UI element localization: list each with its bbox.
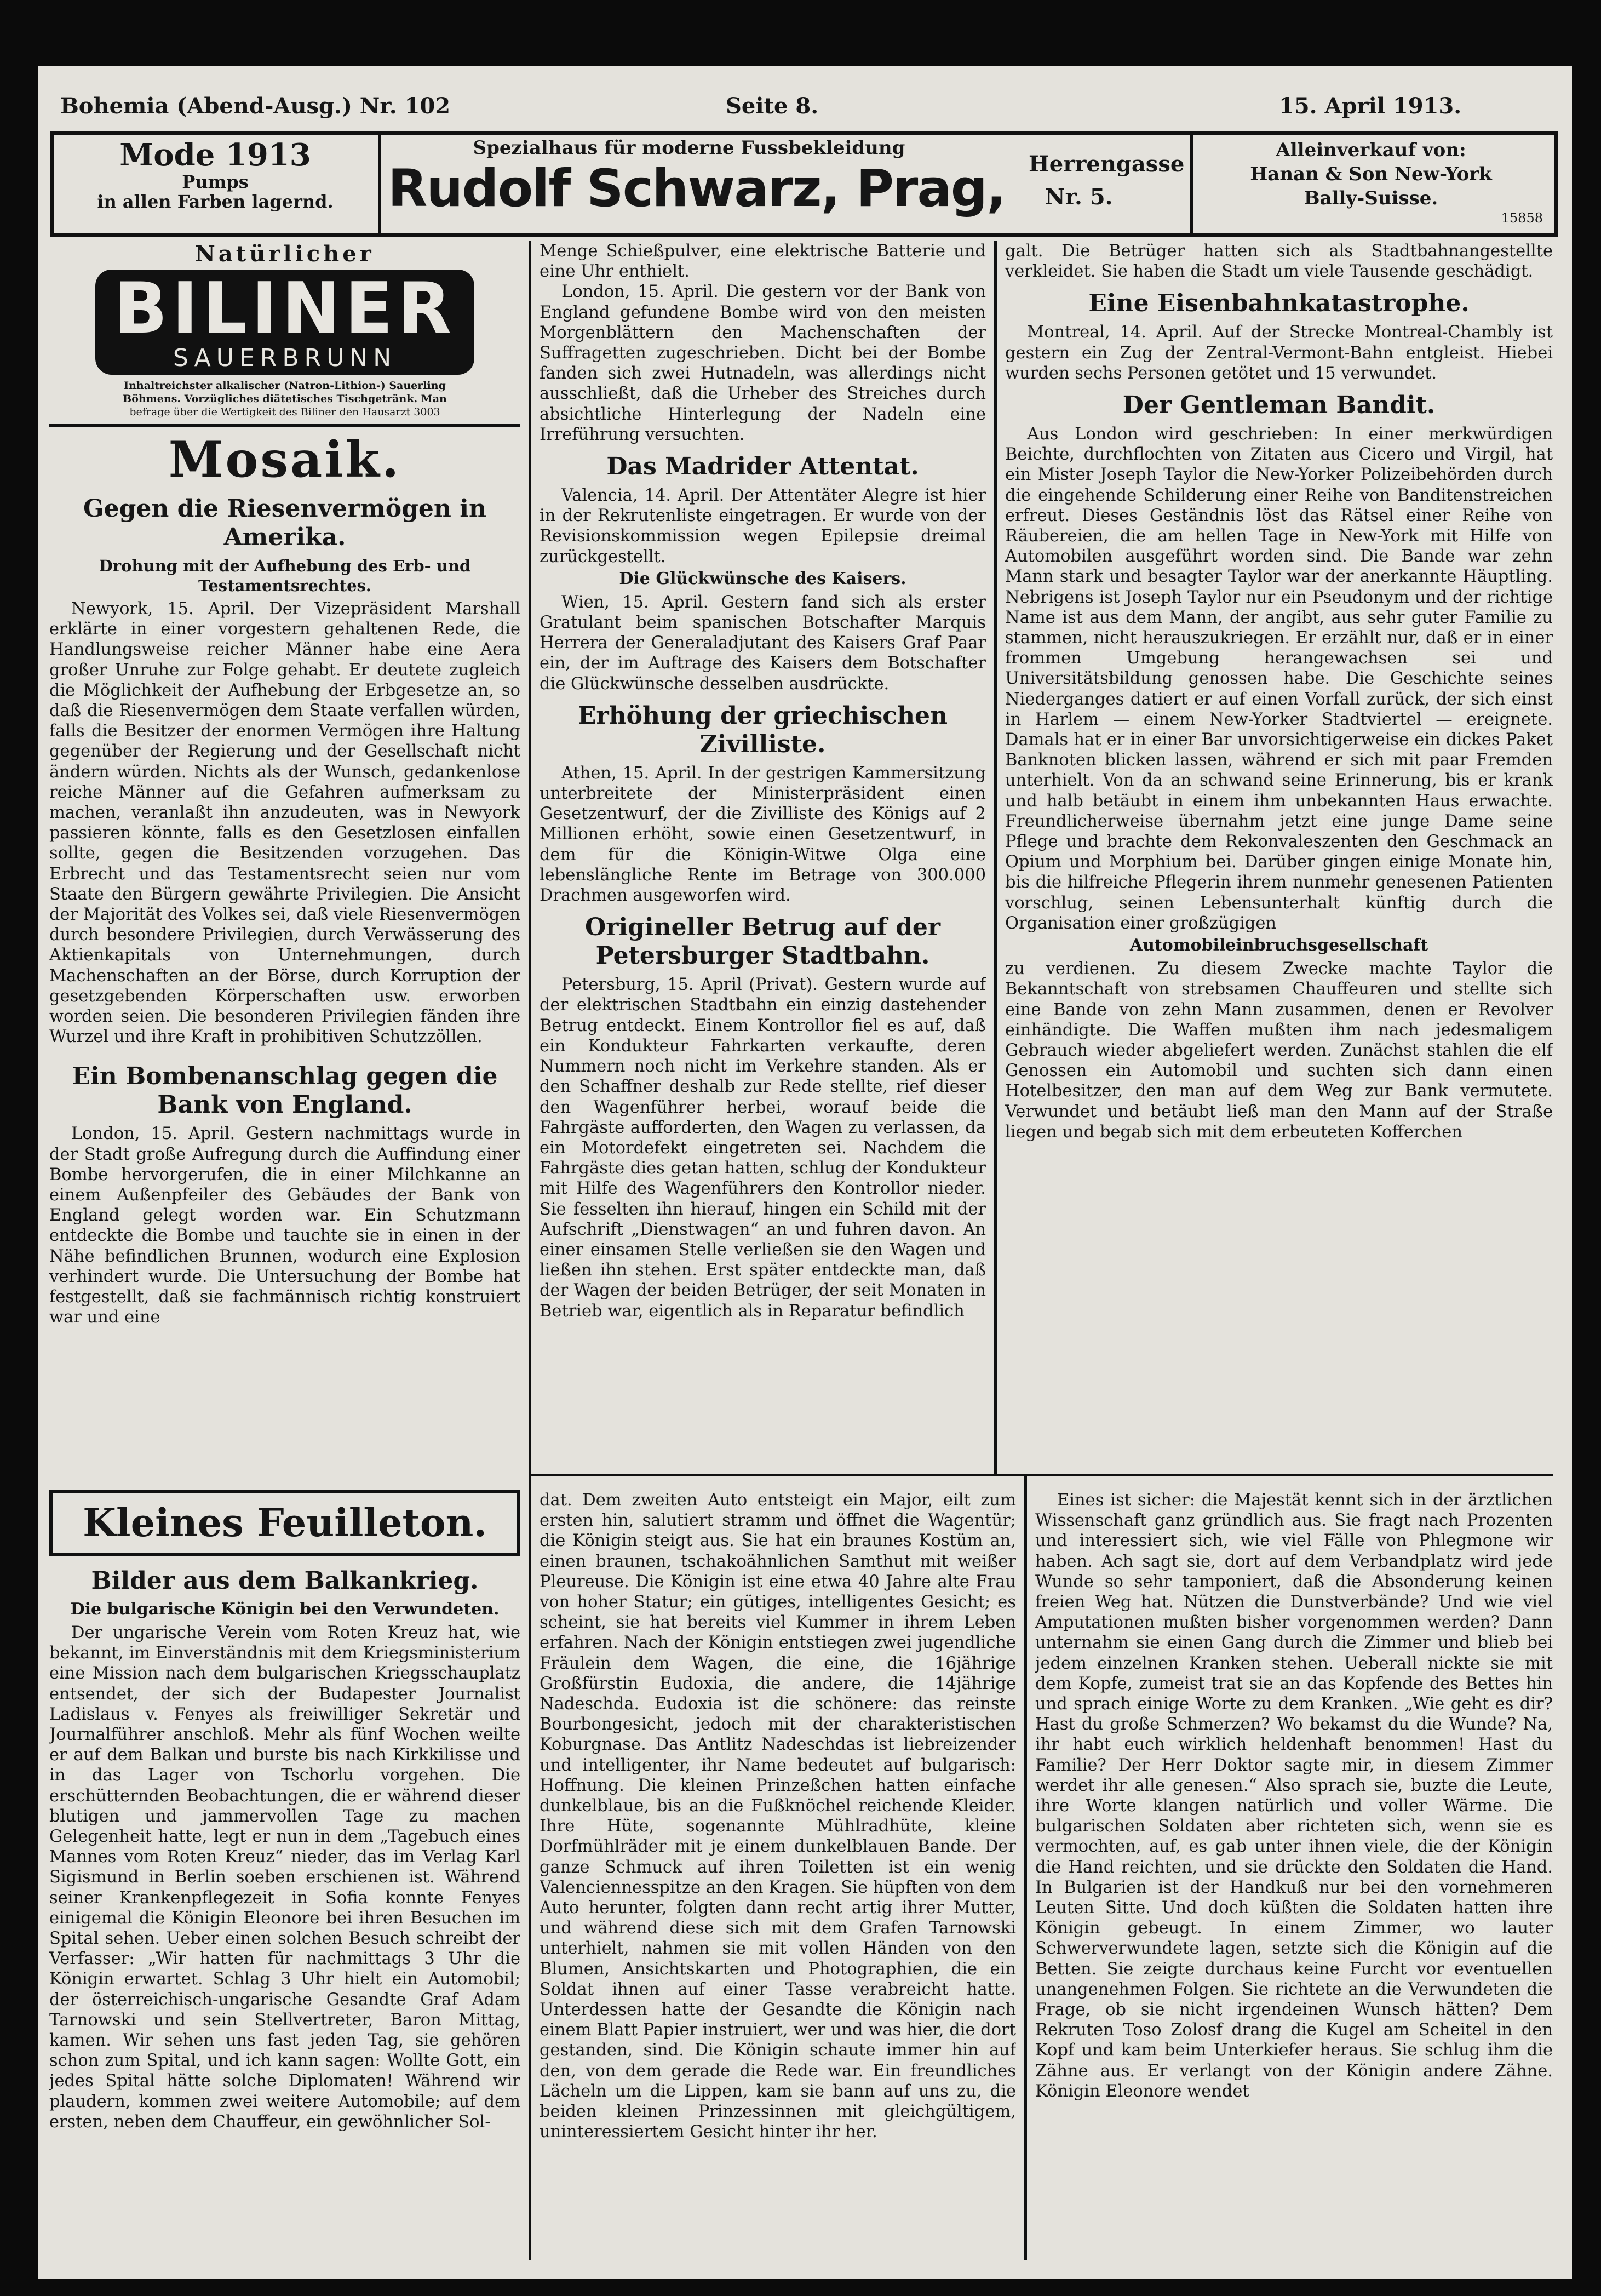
feuilleton-column-3 <box>1035 1490 1553 2257</box>
column-rule-4 <box>1024 1476 1027 2260</box>
ad-specialty: Spezialhaus für moderne Fussbekleidung <box>473 137 905 159</box>
column-2 <box>540 241 986 1468</box>
feuilleton-column-2 <box>540 1490 1016 2257</box>
newspaper-page <box>38 66 1572 2279</box>
headline-madrider-attentat: Das Madrider Attentat. <box>606 453 919 481</box>
headline-petersburger-betrug: Origineller Betrug auf der Petersburger Stadtbahn. <box>584 913 941 970</box>
subhead-erbrecht: Drohung mit der Aufhebung des Erb- und Testamentsrechtes. <box>99 557 471 595</box>
headline-zivilliste: Erhöhung der griechischen Zivilliste. <box>577 701 948 758</box>
biliner-small-2: Böhmens. Vorzügliches diätetisches Tischgetränk. Man <box>123 393 447 405</box>
ad-address-number: Nr. 5. <box>1045 184 1113 210</box>
biliner-small-1: Inhaltreichster alkalischer (Natron-Lithion-) Sauerling <box>124 380 446 392</box>
article-petersburg-cont: galt. Die Betrüger hatten sich als Stadtbahnangestellte verkleidet. Sie haben die Stadt um viele Tausende geschädigt. <box>1005 242 1553 282</box>
running-head-left: Bohemia (Abend-Ausg.) Nr. 102 <box>60 93 451 119</box>
ad-center-panel <box>388 135 1187 233</box>
article-gentleman-bandit-cont: zu verdienen. Zu diesem Zwecke machte Taylor die Bekanntschaft von strebsamen Chauffeuren und stellte sich eine Bande von zehn Mann zusammen, denen er Revolver einhändigte. Die Waffen mußten ihm nach jedesmaligem Gebrauch wieder abgeliefert werden. Zunächst stahlen die elf Genossen ein Automobil und suchten sich dann einen Hotelbesitzer, den man auf dem Weg zur Bank vermutete. Verwundet und betäubt ließ man den Mann auf der Straße liegen und begab sich mit dem erbeuteten Kofferchen <box>1005 959 1553 1142</box>
ad-address-street: Herrengasse <box>1029 151 1185 177</box>
column-1 <box>49 241 520 1468</box>
headline-riesenvermoegen: Gegen die Riesenvermögen in Amerika. <box>83 495 486 551</box>
headline-balkankrieg: Bilder aus dem Balkankrieg. <box>91 1567 479 1595</box>
feuilleton-text-3: Eines ist sicher: die Majestät kennt sich in der ärztlichen Wissenschaft ganz gründlich aus. Sie fragt nach Prozenten und interessiert sich, wie viel Fälle von Phlegmone wir haben. Ach sagt sie, dort auf dem Verbandplatz wird jede Wunde so sehr tamponiert, daß die Absonderung keinen freien Weg hat. Nützen die Dunstverbände? Und wie viel Amputationen mußten bisher vorgenommen werden? Dann unternahm sie einen Gang durch die Zimmer und blieb bei jedem einzelnen Kranken stehen. Ueberall nickte sie mit dem Kopfe, zumeist trat sie an das Kopfende des Bettes hin und sprach einige Worte zu dem Kranken. „Wie geht es dir? Hast du große Schmerzen? Wo bekamst du die Wunde? Na, ihr habt euch wirklich heldenhaft benommen! Hast du Familie? Der Herr Doktor sagte mir, in diesem Zimmer werdet ihr alle genesen.“ Also sprach sie, buzte die Leute, ihre Worte klangen natürlich und voller Wärme. Die bulgarischen Soldaten aber richteten sich, wenn sie es vermochten, auf, es gab unter ihnen viele, die der Königin die Hand reichten, und sie drückte den Soldaten die Hand. In Bulgarien ist der Handkuß nur bei den vornehmeren Leuten Sitte. Und doch küßten die Soldaten hatten ihre Königin gebeugt. In einem Zimmer, wo lauter Schwerverwundete lagen, setzte sich die Königin auf die Betten. Sie zeigte durchaus keine Furcht vor eventuellen unangenehmen Folgen. Sie richtete an die Verwundeten die Frage, ob sie nicht irgendeinen Wunsch hätten? Dem Rekruten Toso Zolosf drang die Kugel am Scheitel in den Kopf und kam beim Unterkiefer heraus. Sie schlug ihm die Zähne aus. Er verlangt von der Königin andere Zähne. Königin Eleonore wendet <box>1035 1491 1553 2101</box>
ad-colors: in allen Farben lagernd. <box>97 191 334 212</box>
article-bombenanschlag: London, 15. April. Gestern nachmittags wurde in der Stadt große Aufregung durch die Auffindung einer Bombe hervorgerufen, die in einer Milchkanne an einem Außenpfeiler des Gebäudes der Bank von England gelegt worden war. Ein Schutzmann entdeckte die Bombe und tauchte sie in einen in der Nähe befindlichen Brunnen, wodurch eine Explosion verhindert wurde. Die Untersuchung der Bombe hat festgestellt, daß sie fachmännisch richtig konstruiert war und eine <box>49 1124 520 1327</box>
feuilleton-title: Kleines Feuilleton. <box>49 1490 520 1556</box>
ad-bally: Bally-Suisse. <box>1304 187 1438 209</box>
running-head-right: 15. April 1913. <box>1279 93 1462 119</box>
article-valencia: Valencia, 14. April. Der Attentäter Alegre ist hier in der Rekrutenliste eingetragen. Er wurde von der Revisionskommission wegen Epilepsie dreimal zurückgestellt. <box>540 486 986 566</box>
ad-left-panel <box>54 135 377 233</box>
article-petersburg: Petersburg, 15. April (Privat). Gestern wurde auf der elektrischen Stadtbahn ein einzig dastehender Betrug entdeckt. Einem Kontrollor fiel es auf, daß ein Kondukteur Fahrkarten verkaufte, deren Nummern noch nicht im Verkehre standen. Als er den Schaffner deshalb zur Rede stellte, rief dieser den Wagenführer herbei, worauf beide die Fahrgäste aufforderten, den Wagen zu verlassen, da ein Motordefekt eingetreten sei. Nachdem die Fahrgäste dies getan hatten, schlug der Kondukteur mit Hilfe des Wagenführers den Kontrollor nieder. Sie fesselten ihn hierauf, hingen ein Schild mit der Aufschrift „Dienstwagen“ an und fuhren davon. An einer einsamen Stelle verließen sie den Wagen und ließen ihn stehen. Erst später entdeckte man, daß der Wagen der beiden Betrüger, der seit Monaten in Betrieb war, eigentlich als in Reparatur befindlich <box>540 975 986 1321</box>
biliner-logo <box>95 270 474 375</box>
headline-gentleman-bandit: Der Gentleman Bandit. <box>1122 391 1436 420</box>
article-riesenvermoegen: Newyork, 15. April. Der Vizepräsident Marshall erklärte in einer vorgestern gehaltenen Rede, die Handlungsweise reicher Männer habe eine Aera großer Unruhe zur Folge gehabt. Er deutete zugleich die Möglichkeit der Aufhebung der Erbgesetze an, so daß die Riesenvermögen dem Staate verfallen würden, falls die Besitzer der enormen Vermögen ihre Haltung gegenüber der Regierung und der Gesellschaft nicht ändern würden. Nichts als der Wunsch, gedankenlose reiche Männer auf die Gefahren aufmerksam zu machen, veranlaßt ihn anzudeuten, was in Newyork passieren könnte, falls es den Gesetzlosen einfallen sollte, gegen die Besitzenden vorzugehen. Das Erbrecht und das Testamentsrecht seien nur vom Staate den Bürgern gewährte Privilegien. Die Ansicht der Majorität des Volkes sei, daß viele Riesenvermögen durch besondere Privilegien, durch Verwässerung des Aktienkapitals von Unternehmungen, durch Machenschaften an der Börse, durch Korruption der gesetzgebenden Körperschaften usw. erworben worden seien. Die besonderen Privilegien fänden ihre Wurzel und ihre Kraft in prohibitiven Schutzzöllen. <box>49 599 520 1047</box>
column-3 <box>1005 241 1553 1468</box>
subhead-glueckwuensche: Die Glückwünsche des Kaisers. <box>619 569 906 588</box>
biliner-top: Natürlicher <box>195 241 375 267</box>
subhead-koenigin: Die bulgarische Königin bei den Verwundeten. <box>70 1600 500 1619</box>
column-rule-3 <box>529 1476 531 2260</box>
subhead-automobileinbruch: Automobileinbruchsgesellschaft <box>1129 936 1428 955</box>
ad-right-panel <box>1196 135 1546 233</box>
biliner-sub: SAUERBRUNN <box>173 344 397 372</box>
biliner-brand: BILINER <box>114 268 456 350</box>
biliner-rule <box>49 424 520 427</box>
ad-divider-right <box>1190 135 1193 233</box>
article-suffragetten: London, 15. April. Die gestern vor der Bank von England gefundene Bombe wird von den meisten Morgenblättern den Machenschaften der Suffragetten zugeschrieben. Dicht bei der Bombe fanden sich zwei Hutnadeln, was allerdings nicht ausschließt, daß die Urheber des Streiches durch absichtliche Hinterlegung der Nadeln eine Irreführung versuchten. <box>540 282 986 444</box>
feuilleton-text-2: dat. Dem zweiten Auto entsteigt ein Major, eilt zum ersten hin, salutiert stramm und öffnet die Wagentür; die Königin steigt aus. Sie hat ein braunes Kostüm an, einen braunen, tschakoähnlichen Samthut mit weißer Pleureuse. Die Königin ist eine etwa 40 Jahre alte Frau von hoher Statur; ein gütiges, intelligentes Gesicht; es scheint, sie hat bereits viel Kummer in ihrem Leben erfahren. Nach der Königin entstiegen zwei jugendliche Fräulein dem Wagen, die eine, die 16jährige Großfürstin Eudoxia, die andere, die 14jährige Nadeschda. Eudoxia ist die schönere: das reinste Bourbongesicht, jedoch mit der charakteristischen Koburgnase. Das Antlitz Nadeschdas ist liebreizender und intelligenter, ihr Name bedeutet auf bulgarisch: Hoffnung. Die kleinen Prinzeßchen hatten einfache dunkelblaue, bis an die Fußknöchel reichende Kleider. Ihre Hüte, sogenannte Mühlradhüte, kleine Dorfmühlräder mit je einem dunkelblauen Bande. Der ganze Schmuck auf ihren Toiletten ist ein wenig Valenciennesspitze an den Kragen. Sie hüpften von dem Auto herunter, folgten dann recht artig ihrer Mutter, und während diese sich mit dem Grafen Tarnowski unterhielt, nahmen sie mit vollen Händen von den Blumen, Ansichtskarten und Photographien, die ein Soldat ihnen auf einer Tasse verabreicht hatte. Unterdessen hatte der Gesandte die Königin nach einem Blatt Papier instruiert, wer und was hier, die dort gestanden, sind. Die Königin schaute immer hin auf den, von dem gerade die Rede war. Ein freundliches Lächeln um die Lippen, kam sie bann auf uns zu, die beiden kleinen Prinzessinnen mit gleichgültigem, uninteressiertem Gesicht hinter ihr her. <box>540 1491 1016 2142</box>
feuilleton-column-1 <box>49 1490 520 2257</box>
fold-rule <box>529 1474 1553 1476</box>
headline-eisenbahnkatastrophe: Eine Eisenbahnkatastrophe. <box>1088 289 1470 318</box>
biliner-small-3 <box>49 405 520 419</box>
ad-brand-name: Rudolf Schwarz, Prag, <box>388 159 1005 219</box>
running-head-center: Seite 8. <box>726 93 819 119</box>
ad-rudolf-schwarz <box>50 131 1558 237</box>
article-bomb-cont: Menge Schießpulver, eine elektrische Batterie und eine Uhr enthielt. <box>540 242 986 282</box>
biliner-code: 3003 <box>414 406 440 418</box>
ad-code: 15858 <box>1501 210 1543 226</box>
headline-bombenanschlag: Ein Bombenanschlag gegen die Bank von England. <box>72 1062 498 1119</box>
ad-hanan: Hanan & Son New-York <box>1250 163 1492 185</box>
biliner-small-3-text: befrage über die Wertigkeit des Biliner den Hausarzt <box>129 406 411 418</box>
column-rule-1 <box>529 241 531 1476</box>
column-rule-2 <box>994 241 997 1476</box>
ad-exclusive: Alleinverkauf von: <box>1276 139 1466 161</box>
article-athen: Athen, 15. April. In der gestrigen Kammersitzung unterbreitete der Ministerpräsident einen Gesetzentwurf, der die Zivilliste des Königs auf 2 Millionen erhöht, sowie einen Gesetzentwurf, in dem für die Königin-Witwe Olga eine lebenslängliche Rente im Betrage von 300.000 Drachmen ausgeworfen wird. <box>540 763 986 906</box>
ad-mode-title: Mode 1913 <box>119 137 311 173</box>
feuilleton-text-1: Der ungarische Verein vom Roten Kreuz hat, wie bekannt, im Einverständnis mit dem Kriegsministerium eine Mission nach dem bulgarischen Kriegsschauplatz entsendet, der sich der Budapester Journalist Ladislaus v. Fenyes als freiwilliger Sekretär und Journalführer anschloß. Mehr als fünf Wochen weilte er auf dem Balkan und burste bis nach Kirkkilisse und in das Lager von Tschorlu vorgehen. Die erschütternden Beobachtungen, die er während dieser blutigen und jammervollen Tage zu machen Gelegenheit hatte, legt er nun in dem „Tagebuch eines Mannes vom Roten Kreuz“ nieder, das im Verlag Karl Sigismund in Berlin soeben erschienen ist. Während seiner Krankenpflegezeit in Sofia konnte Fenyes einigemal die Königin Eleonore bei ihren Besuchen im Spital sehen. Ueber einen solchen Besuch schreibt der Verfasser: „Wir hatten für nachmittags 3 Uhr die Königin erwartet. Schlag 3 Uhr hielt ein Automobil; der österreichisch-ungarische Gesandte Graf Adam Tarnowski und sein Stellvertreter, Baron Mittag, kamen. Wir sehen uns fast jeden Tag, sie gehören schon zum Spital, und ich kann sagen: Wollte Gott, ein jedes Spital hätte solche Diplomaten! Während wir plaudern, kommen zwei weitere Automobile; auf dem ersten, neben dem Chauffeur, ein gewöhnlicher Sol- <box>49 1623 520 2132</box>
mosaik-title: Mosaik. <box>168 431 401 489</box>
ad-divider-left <box>378 135 381 233</box>
ad-pumps: Pumps <box>182 171 249 192</box>
biliner-ad <box>49 241 520 419</box>
article-wien: Wien, 15. April. Gestern fand sich als erster Gratulant beim spanischen Botschafter Marquis Herrera der Generaladjutant des Kaisers Graf Paar ein, der im Auftrage des Kaisers dem Botschafter die Glückwünsche desselben ausdrückte. <box>540 592 986 694</box>
article-montreal: Montreal, 14. April. Auf der Strecke Montreal-Chambly ist gestern ein Zug der Zentral-Vermont-Bahn entgleist. Hiebei wurden sechs Personen getötet und 15 verwundet. <box>1005 323 1553 383</box>
article-gentleman-bandit: Aus London wird geschrieben: In einer merkwürdigen Beichte, durchflochten von Zitaten aus Cicero und Virgil, hat ein Mister Joseph Taylor die New-Yorker Polizeibehörden durch die eingehende Schilderung einer Reihe von Banditenstreichen erfreut. Dieses Geständnis löst das Rätsel einer Reihe von Räubereien, die am hellen Tage in New-York mit Hilfe von Automobilen ausgeführt worden sind. Die Bande war zehn Mann stark und besagter Taylor war der anerkannte Häuptling. Nebrigens ist Joseph Taylor nur ein Pseudonym und der richtige Name ist aus dem Mann, der angibt, aus sehr guter Familie zu stammen, nicht herauszukriegen. Er erzählt nur, daß er in einer frommen Umgebung herangewachsen sei und Universitätsbildung genossen habe. Die Geschichte seines Niederganges datiert er auf einen Vorfall zurück, der sich einst in Harlem — einem New-Yorker Stadtviertel — ereignete. Damals hat er in einer Bar unvorsichtigerweise ein dickes Paket Banknoten blicken lassen, während er sich mit paar Fremden unterhielt. Von da an schwand seine Erinnerung, bis er krank und halb betäubt in einem ihm unbekannten Haus erwachte. Freundlicherweise übernahm jetzt eine junge Dame seine Pflege und brachte dem Rekonvaleszenten den Geschmack an Opium und Morphium bei. Darüber gingen einige Monate hin, bis die hilfreiche Pflegerin ihrem nunmehr genesenen Patienten vorschlug, seinen Lebensunterhalt künftig durch die Organisation einer großzügigen <box>1005 425 1553 933</box>
